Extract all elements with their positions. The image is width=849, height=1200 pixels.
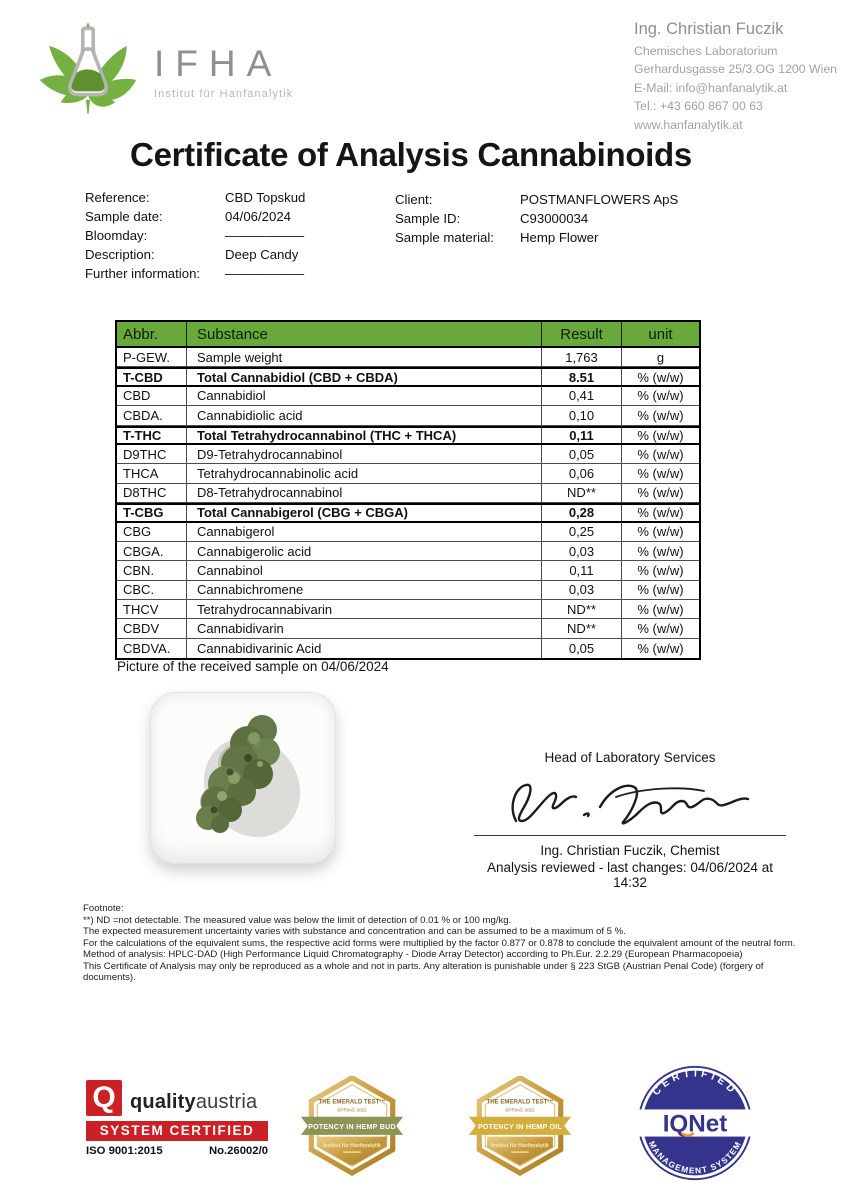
cell-abbr: T-THC — [117, 428, 187, 443]
cell-unit: % (w/w) — [637, 388, 684, 404]
cell-abbr: P-GEW. — [117, 348, 187, 366]
cell-unit: % (w/w) — [637, 582, 684, 598]
signature-block — [458, 750, 802, 890]
contact-line: Chemisches Laboratorium — [634, 44, 778, 58]
table-row — [117, 561, 699, 580]
info-label: Client: — [395, 192, 433, 207]
cell-abbr: D8THC — [117, 484, 187, 502]
contact-line: Gerhardusgasse 25/3.OG 1200 Wien — [634, 62, 838, 77]
column-header-abbr: Abbr. — [117, 322, 187, 346]
info-row — [85, 207, 305, 226]
emerald-issuer: Institut für Hanfanalytik — [491, 1143, 549, 1150]
table-row — [117, 542, 699, 561]
cell-result: 8.51 — [542, 369, 622, 384]
cell-result: ND** — [542, 619, 622, 637]
cell-result: 0,11 — [542, 428, 622, 443]
quality-austria-badge — [86, 1080, 268, 1157]
cell-substance: Cannabidivarinic Acid — [187, 639, 542, 658]
cell-unit: % (w/w) — [637, 446, 684, 462]
cell-unit: % (w/w) — [637, 601, 684, 617]
lab-subtitle: Institut für Hanfanalytik — [154, 87, 294, 100]
cell-unit: % (w/w) — [637, 562, 684, 578]
hemp-flask-logo-icon — [36, 18, 140, 124]
table-row — [117, 464, 699, 483]
signature-image — [458, 771, 802, 833]
info-label: Further information: — [85, 266, 201, 281]
sample-photo — [150, 692, 336, 864]
column-header-unit: unit — [648, 325, 673, 343]
quality-austria-brand — [130, 1091, 257, 1116]
info-value: —————— — [225, 266, 305, 281]
footnote-line: This Certificate of Analysis may only be reproduced as a whole and not in parts. Any alteration is punishable under § 223 StGB (Austrian Penal Code) (forgery of documents). — [83, 960, 764, 983]
cell-result: 0,41 — [542, 387, 622, 405]
footnote-line: Method of analysis: HPLC-DAD (High Performance Liquid Chromatography - Diode Array Detector) according to Ph.Eur. 2.2.29 (European Pharmacopoeia) — [83, 949, 743, 960]
footnote-lines — [83, 915, 807, 984]
cell-result: ND** — [542, 484, 622, 502]
info-label: Sample material: — [395, 230, 494, 245]
info-value: Hemp Flower — [520, 230, 599, 245]
cell-abbr: T-CBD — [117, 369, 187, 384]
cell-abbr: THCA — [117, 464, 187, 482]
cell-substance: Total Cannabigerol (CBG + CBGA) — [187, 505, 542, 520]
brand-light: austria — [195, 1091, 258, 1113]
footnote-line: For the calculations of the equivalent sums, the respective acid forms were multiplied by the factor 0.877 or 0.878 to conclude the equivalent amount of the neutral form. — [83, 937, 796, 949]
sample-info-left — [85, 188, 305, 283]
emerald-title: THE EMERALD TEST™ — [318, 1099, 386, 1106]
cell-substance: Cannabidivarin — [187, 619, 542, 637]
table-row — [117, 619, 699, 638]
lab-acronym: IFHA — [154, 42, 283, 84]
sample-info-right — [395, 190, 678, 247]
iso-standard: ISO 9001:2015 — [86, 1145, 163, 1157]
cell-substance: Total Cannabidiol (CBD + CBDA) — [187, 369, 542, 384]
info-row — [85, 188, 305, 207]
cell-substance: Tetrahydrocannabivarin — [187, 600, 542, 618]
cell-unit: % (w/w) — [637, 621, 684, 637]
table-row — [117, 581, 699, 600]
cell-unit: % (w/w) — [637, 369, 684, 385]
cell-result: 0,06 — [542, 464, 622, 482]
emerald-title: THE EMERALD TEST™ — [486, 1099, 554, 1106]
info-row — [395, 209, 678, 228]
quality-austria-q-icon: Q — [86, 1080, 122, 1116]
column-header-substance: Substance — [187, 322, 542, 346]
cell-substance: Cannabichromene — [187, 581, 542, 599]
review-time: 14:32 — [613, 875, 647, 890]
emerald-hexagon-bud-icon — [300, 1076, 404, 1178]
emerald-season: SPRING 2021 — [337, 1107, 367, 1113]
cell-substance: Cannabigerol — [187, 523, 542, 541]
contact-name: Ing. Christian Fuczik — [634, 20, 784, 38]
cell-substance: Cannabidiol — [187, 387, 542, 405]
cell-result: ND** — [542, 600, 622, 618]
table-row — [117, 367, 699, 386]
cell-abbr: D9THC — [117, 445, 187, 463]
table-row — [117, 639, 699, 658]
cell-unit: % (w/w) — [637, 505, 684, 521]
lab-contact-block — [634, 20, 837, 134]
cell-unit: % (w/w) — [637, 427, 684, 443]
cell-result: 0,03 — [542, 581, 622, 599]
iqnet-arc-top: CERTIFIED — [650, 1068, 740, 1098]
signature-line — [474, 835, 786, 836]
cell-substance: Cannabigerolic acid — [187, 542, 542, 560]
emerald-test-oil-badge — [468, 1076, 572, 1194]
info-label: Sample ID: — [395, 211, 461, 226]
handwritten-signature-icon — [504, 775, 756, 833]
emerald-hexagon-oil-icon — [468, 1076, 572, 1178]
cell-abbr: CBGA. — [117, 542, 187, 560]
iqnet-seal-icon — [632, 1060, 758, 1186]
lab-logo — [36, 18, 293, 124]
cell-substance: D9-Tetrahydrocannabinol — [187, 445, 542, 463]
cell-result: 0,25 — [542, 523, 622, 541]
footnote-block — [83, 903, 807, 984]
footnote-line: **) ND =not detectable. The measured value was below the limit of detection of 0.01 % or 100 mg/kg. — [83, 914, 512, 926]
system-certified-banner: SYSTEM CERTIFIED — [86, 1121, 268, 1141]
info-label: Description: — [85, 247, 155, 262]
iqnet-arc-bottom: MANAGEMENT SYSTEM — [646, 1139, 744, 1176]
table-row — [117, 484, 699, 503]
cell-result: 0,11 — [542, 561, 622, 579]
cell-unit: % (w/w) — [637, 543, 684, 559]
cell-result: 0,05 — [542, 639, 622, 658]
info-value: 04/06/2024 — [225, 209, 292, 224]
signatory-name: Ing. Christian Fuczik, Chemist — [540, 843, 720, 858]
table-row — [117, 503, 699, 522]
cell-unit: % (w/w) — [637, 466, 684, 482]
cell-abbr: CBG — [117, 523, 187, 541]
contact-line: www.hanfanalytik.at — [634, 117, 743, 132]
page-title: Certificate of Analysis Cannabinoids — [130, 136, 692, 173]
cell-abbr: CBDA. — [117, 406, 187, 424]
iqnet-wordmark: IQNet — [662, 1110, 728, 1138]
emerald-test-bud-badge — [300, 1076, 404, 1194]
cell-substance: Sample weight — [187, 348, 542, 366]
review-statement: Analysis reviewed - last changes: 04/06/2024 at — [487, 860, 773, 875]
cell-abbr: CBC. — [117, 581, 187, 599]
table-row — [117, 406, 699, 425]
results-table-header — [117, 322, 699, 348]
contact-lines — [634, 42, 837, 134]
table-row — [117, 445, 699, 464]
info-value: POSTMANFLOWERS ApS — [520, 192, 679, 207]
footnote-line: The expected measurement uncertainty varies with substance and concentration and can be assumed to be a maximum of 5 %. — [83, 926, 626, 937]
results-table-body — [117, 348, 699, 658]
cell-result: 0,05 — [542, 445, 622, 463]
info-value: CBD Topskud — [225, 190, 306, 205]
cell-abbr: CBN. — [117, 561, 187, 579]
cell-unit: % (w/w) — [637, 524, 684, 540]
info-row — [395, 190, 678, 209]
cell-substance: Cannabinol — [187, 561, 542, 579]
cell-abbr: T-CBG — [117, 505, 187, 520]
results-table — [115, 320, 701, 660]
table-row — [117, 426, 699, 445]
cell-unit: % (w/w) — [637, 407, 684, 423]
info-value: —————— — [225, 228, 305, 243]
cell-abbr: THCV — [117, 600, 187, 618]
cell-result: 0,10 — [542, 406, 622, 424]
info-value: Deep Candy — [225, 247, 299, 262]
brand-bold: quality — [130, 1091, 196, 1113]
emerald-ribbon-label: POTENCY IN HEMP BUD — [308, 1122, 396, 1131]
info-row — [85, 264, 305, 283]
info-label: Sample date: — [85, 209, 163, 224]
emerald-ribbon-label: POTENCY IN HEMP OIL — [477, 1122, 563, 1131]
cell-abbr: CBDV — [117, 619, 187, 637]
iqnet-badge — [632, 1060, 758, 1186]
contact-line: E-Mail: info@hanfanalytik.at — [634, 80, 788, 95]
info-row — [85, 245, 305, 264]
column-header-result: Result — [542, 322, 622, 346]
cell-substance: Cannabidiolic acid — [187, 406, 542, 424]
cell-substance: Tetrahydrocannabinolic acid — [187, 464, 542, 482]
cell-unit: g — [656, 349, 665, 365]
cell-abbr: CBD — [117, 387, 187, 405]
cell-unit: % (w/w) — [637, 641, 684, 657]
sample-picture-caption: Picture of the received sample on 04/06/2024 — [117, 659, 389, 674]
table-row — [117, 387, 699, 406]
cell-abbr: CBDVA. — [117, 639, 187, 658]
footnote-label: Footnote: — [83, 903, 124, 914]
table-row — [117, 600, 699, 619]
emerald-issuer: Institut für Hanfanalytik — [323, 1143, 381, 1150]
cell-result: 0,28 — [542, 505, 622, 520]
certificate-number: No.26002/0 — [208, 1145, 268, 1157]
emerald-season: SPRING 2021 — [505, 1107, 535, 1113]
table-row — [117, 348, 699, 367]
info-value: C93000034 — [520, 211, 589, 226]
cell-result: 0,03 — [542, 542, 622, 560]
info-label: Reference: — [85, 190, 150, 205]
cell-substance: D8-Tetrahydrocannabinol — [187, 484, 542, 502]
certification-badges — [0, 1052, 849, 1200]
cell-result: 1,763 — [542, 348, 622, 366]
info-label: Bloomday: — [85, 228, 148, 243]
signature-heading: Head of Laboratory Services — [544, 750, 716, 765]
table-row — [117, 523, 699, 542]
contact-line: Tel.: +43 660 867 00 63 — [634, 99, 763, 114]
info-row — [395, 228, 678, 247]
cell-substance: Total Tetrahydrocannabinol (THC + THCA) — [187, 428, 542, 443]
hemp-bud-image — [150, 692, 336, 864]
cell-unit: % (w/w) — [637, 485, 684, 501]
info-row — [85, 226, 305, 245]
